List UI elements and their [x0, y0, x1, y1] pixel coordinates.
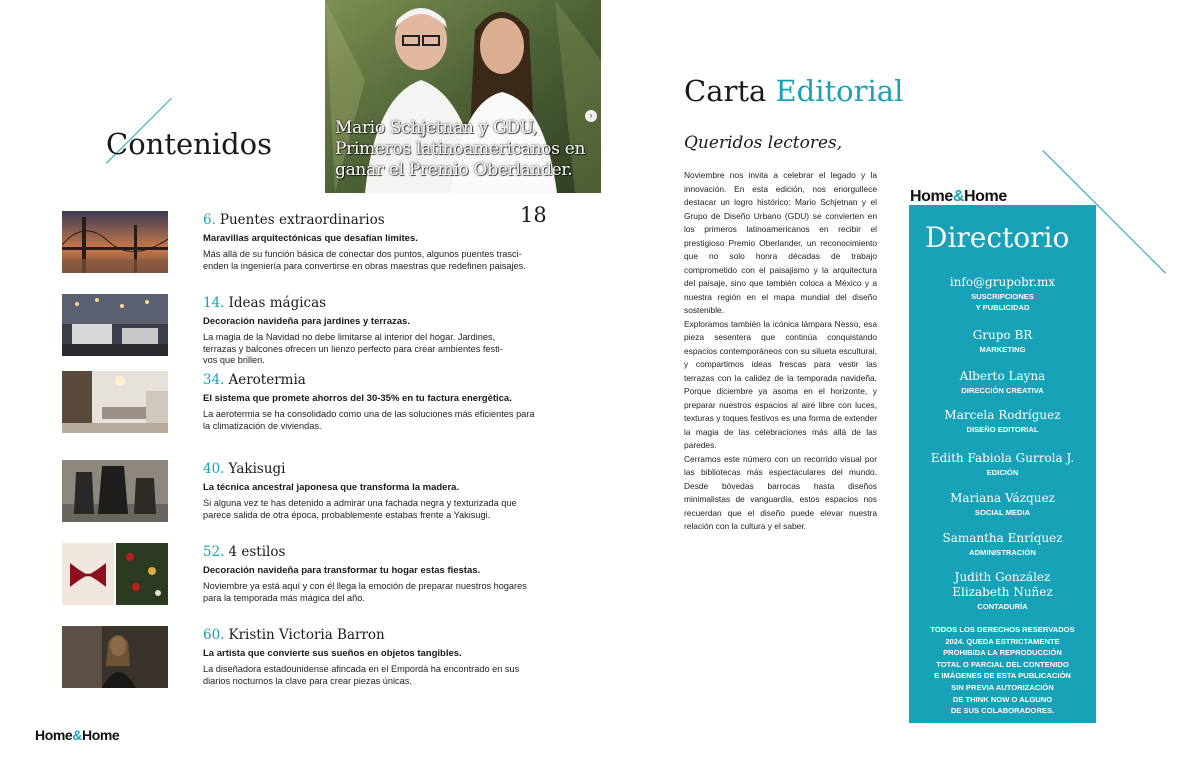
directory-entry [909, 369, 1096, 396]
toc-number: 14. [203, 295, 225, 311]
editorial-body [684, 169, 877, 534]
editorial-title [684, 74, 903, 108]
directory-role: CONTADURÍA [977, 602, 1028, 611]
toc-subtitle: La técnica ancestral japonesa que transforma la madera. [203, 482, 460, 493]
directory-entry [909, 275, 1096, 313]
toc-subtitle: El sistema que promete ahorros del 30-35% en tu factura energética. [203, 393, 512, 404]
home-and-home-logo: Home&Home [35, 727, 120, 743]
directory-role: SOCIAL MEDIA [974, 508, 1031, 517]
directory-role: DISEÑO EDITORIAL [966, 425, 1039, 434]
directory-email[interactable]: info@grupobr.mx [949, 275, 1056, 289]
editorial-title-part1: Carta [684, 74, 767, 108]
toc-number: 60. [203, 627, 225, 643]
directory-entry [909, 570, 1096, 612]
directory-role: MARKETING [979, 345, 1026, 354]
feature-photo[interactable] [325, 0, 601, 193]
bridge-sunset-photo [62, 211, 168, 273]
toc-description: Noviembre ya está aquí y con él llega la emoción de preparar nuestros hogares para la temporada más mágica del año. [203, 581, 527, 603]
toc-item-yakisugi[interactable] [62, 460, 562, 524]
directory-role: SUSCRIPCIONES Y PUBLICIDAD [971, 292, 1034, 312]
toc-description: La aerotermia se ha consolidado como una de las soluciones más eficientes para la climatización de viviendas. [203, 409, 535, 431]
toc-title: Ideas mágicas [228, 295, 327, 311]
toc-subtitle: Decoración navideña para jardines y terrazas. [203, 316, 410, 327]
living-room-photo [62, 371, 168, 433]
toc-item-magic-ideas[interactable] [62, 294, 562, 365]
toc-subtitle: La artista que convierte sus sueños en objetos tangibles. [203, 648, 462, 659]
directory-name: Judith González Elizabeth Nuñez [952, 570, 1053, 599]
directory-role: ADMINISTRACIÓN [969, 548, 1036, 557]
editorial-paragraph: Cerramos este número con un recorrido visual por las bibliotecas más espectaculares del mundo. Desde bóvedas barrocas hasta diseños minimalistas de vanguardia, estos espacios nos recuerdan que el diseño puede elevar nuestra relación con la cultura y el saber. [684, 453, 877, 531]
directory-name: Edith Fabiola Gurrola J. [930, 451, 1075, 465]
toc-description: La magia de la Navidad no debe limitarse al interior del hogar. Jardines, terrazas y balcones ofrecen un lienzo perfecto para crear ambientes festi- vos que brillen. [203, 332, 503, 365]
toc-title: Kristin Victoria Barron [228, 627, 385, 643]
toc-title: 4 estilos [228, 544, 286, 560]
editorial-paragraph: Noviembre nos invita a celebrar el legado y la innovación. En esta edición, nos enorgullece destacar un logro histórico: Mario Schjetnan y el Grupo de Diseño Urbano (GDU) se convierten en los primeros latinoamericanos en recibir el prestigioso Premio Oberlander, un reconocimiento que no solo honra décadas de trabajo comprometido con el paisajismo y la arquitectura del paisaje, sino que también coloca a México y a nuestra región en el mapa mundial del diseño sostenible. [684, 170, 877, 315]
editorial-paragraph: Exploramos también la icónica lámpara Nesso, esa pieza sesentera que continúa conquistando espacios contemporáneos con su silueta escultural, y compartimos ideas frescas para vestir las terrazas con la calidez de la temporada navideña. Porque diciembre ya asoma en el horizonte, y preparar nuestros espacios al aire libre con luces, texturas y toques festivos es una forma de extender la magia de las celebraciones más allá de las paredes. [684, 318, 877, 450]
toc-number: 52. [203, 544, 225, 560]
editorial-greeting: Queridos lectores, [684, 133, 843, 153]
toc-title: Yakisugi [228, 461, 286, 477]
directory-panel [909, 205, 1096, 723]
directory-title: Directorio [925, 221, 1070, 254]
directory-entry [909, 408, 1096, 435]
directory-name: Grupo BR [972, 328, 1033, 342]
directory-name: Samantha Enríquez [942, 531, 1063, 545]
directory-entry [909, 451, 1096, 478]
charred-wood-vases-photo [62, 460, 168, 522]
toc-description: La diseñadora estadounidense afincada en el Empordà ha encontrado en sus diarios nocturnos la clave para crear piezas únicas. [203, 664, 520, 686]
editorial-title-part2: Editorial [775, 74, 904, 108]
toc-item-bridges[interactable] [62, 211, 562, 275]
toc-item-aerothermal[interactable] [62, 371, 562, 435]
toc-number: 34. [203, 372, 225, 388]
directory-name: Alberto Layna [959, 369, 1046, 383]
toc-number: 40. [203, 461, 225, 477]
toc-subtitle: Decoración navideña para transformar tu hogar estas fiestas. [203, 565, 481, 576]
toc-description: Si alguna vez te has detenido a admirar una fachada negra y texturizada que parece salida de otra época, probablemente estabas frente a Yakisugi. [203, 498, 517, 520]
toc-item-4-styles[interactable] [62, 543, 562, 607]
toc-title: Puentes extraordinarios [219, 212, 385, 228]
contents-title: Contenidos [106, 127, 272, 161]
christmas-terrace-photo [62, 294, 168, 356]
feature-caption: Mario Schjetnan y GDU, Primeros latinoamericanos en ganar el Premio Oberlander. [335, 118, 586, 180]
artist-portrait-photo [62, 626, 168, 688]
toc-title: Aerotermia [228, 372, 306, 388]
page-number: 18 [520, 203, 547, 227]
directory-entry [909, 531, 1096, 558]
directory-entry [909, 328, 1096, 355]
toc-description: Más allá de su función básica de conectar dos puntos, algunos puentes trasci- enden la ingeniería para convertirse en obras maestras que redefinen paisajes. [203, 249, 526, 271]
christmas-bow-photo [62, 543, 168, 605]
directory-name: Marcela Rodríguez [944, 408, 1061, 422]
copyright-notice: TODOS LOS DERECHOS RESERVADOS 2024. QUEDA ESTRICTAMENTE PROHIBIDA LA REPRODUCCIÓN TOTAL O PARCIAL DEL CONTENIDO E IMÁGENES DE ESTA PUBLICACIÓN SIN PREVIA AUTORIZACIÓN DE THINK NOW O ALGUNO DE SUS COLABORADORES. [930, 625, 1075, 716]
directory-name: Mariana Vázquez [950, 491, 1055, 505]
toc-number: 6. [203, 212, 216, 228]
toc-item-kristin-barron[interactable] [62, 626, 562, 690]
toc-subtitle: Maravillas arquitectónicas que desafían límites. [203, 233, 418, 244]
chevron-right-icon[interactable]: › [585, 110, 597, 122]
directory-role: DIRECCIÓN CREATIVA [961, 386, 1044, 395]
home-and-home-logo: Home&Home [910, 188, 1007, 205]
directory-role: EDICIÓN [986, 468, 1019, 477]
directory-entry [909, 491, 1096, 518]
